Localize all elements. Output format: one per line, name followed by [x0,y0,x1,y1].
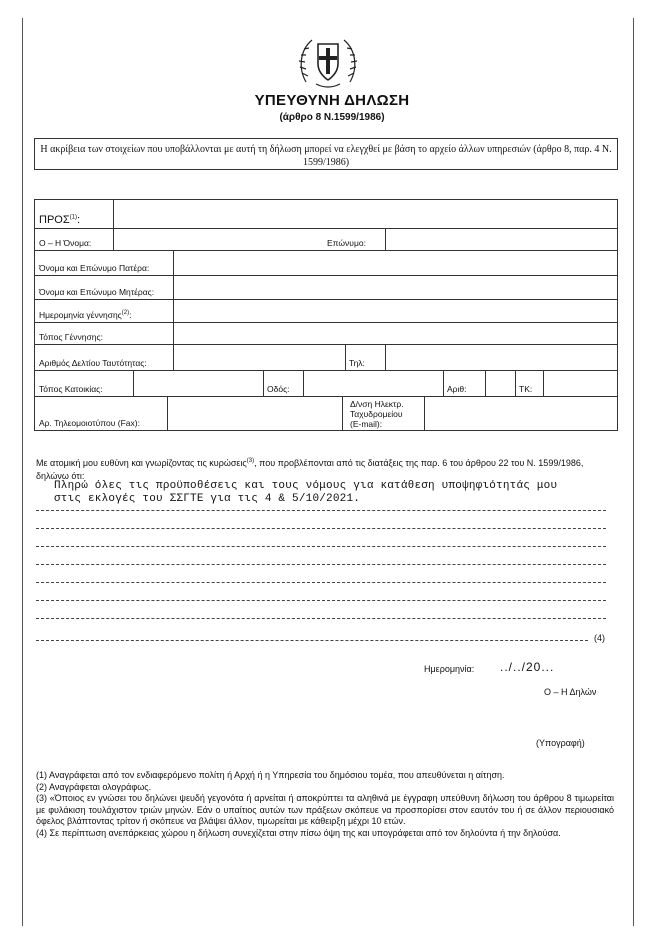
birthdate-label: Ημερομηνία γέννησης$^{(2)}$: [39,310,132,320]
date-label: Ημερομηνία: [424,664,475,674]
footnote-ref-4: (4) [594,633,605,643]
street-field[interactable] [303,371,443,396]
mother-label: Όνομα και Επώνυμο Μητέρας: [39,287,155,297]
zip-label: ΤΚ: [519,384,533,394]
footnote-2: (2) Αναγράφεται ολογράφως. [36,781,152,792]
signature-label: (Υπογραφή) [536,738,585,748]
form-row-birthplace [34,323,618,345]
email-field[interactable] [424,397,617,430]
residence-field[interactable] [133,371,263,396]
declarant-label: Ο – Η Δηλών [544,687,597,697]
statement-line [36,640,588,641]
footnote-3: (3) «Όποιος εν γνώσει του δηλώνει ψευδή γεγονότα ή αρνείται ή αποκρύπτει τα αληθινά με έγγραφη υπεύθυνη δήλωση του άρθρου 8 τιμωρείται με φυλάκιση τουλάχιστον τριών μηνών. Εάν ο υπαίτιος αυτών των πράξεων σκόπευε να προσπορίσει στον εαυτόν του ή σε άλλον περιουσιακό όφελος βλάπτοντας τρίτον ή σκόπευε να βλάψει άλλον, τιμωρείται με κάθειρξη μέχρι 10 ετών. [36,793,614,826]
name-label: Ο – Η Όνομα: [39,238,92,248]
form-row-father [34,251,618,276]
zip-field[interactable] [543,371,617,396]
mother-field[interactable] [173,276,617,299]
id-label: Αριθμός Δελτίου Ταυτότητας: [39,358,147,368]
surname-field[interactable] [385,229,617,250]
form-row-contact [34,397,618,431]
footnote-4: (4) Σε περίπτωση ανεπάρκειας χώρου η δήλωση συνεχίζεται στην πίσω όψη της και υπογράφεται από τον δηλούντα ή την δηλούσα. [36,827,561,838]
form-row-birthdate [34,300,618,323]
statement-line [36,582,606,583]
phone-label: Τηλ: [349,358,365,368]
declaration-intro: Με ατομική μου ευθύνη και γνωρίζοντας τις κυρώσεις$^{(3)}$, που προβλέπονται από τις διατάξεις της παρ. 6 του άρθρου 22 του Ν. 1599/1986, δηλώνω ότι: [36,458,584,481]
declaration-form [34,199,618,431]
id-field[interactable] [173,345,345,370]
fax-field[interactable] [167,397,342,430]
footnotes [36,770,614,839]
number-field[interactable] [485,371,515,396]
number-label: Αριθ: [447,384,467,394]
name-field[interactable] [113,229,323,250]
greek-coat-of-arms-icon [296,32,360,90]
father-label: Όνομα και Επώνυμο Πατέρα: [39,263,150,273]
form-row-address [34,371,618,397]
form-row-name [34,229,618,251]
statement-line [36,618,606,619]
form-row-mother [34,276,618,300]
declaration-statement: Πληρώ όλες τις προϋποθέσεις και τους νόμους για κατάθεση υποψηφιότητάς μου στις εκλογές του ΣΣΓΤΕ για τις 4 & 5/10/2021. [54,480,558,505]
document-title: ΥΠΕΥΘΥΝΗ ΔΗΛΩΣΗ [254,92,410,109]
accuracy-notice: Η ακρίβεια των στοιχείων που υποβάλλονται με αυτή τη δήλωση μπορεί να ελεγχθεί με βάση το αρχείο άλλων υπηρεσιών (άρθρο 8, παρ. 4 Ν. 1599/1986) [34,138,618,170]
residence-label: Τόπος Κατοικίας: [39,384,103,394]
statement-line [36,528,606,529]
form-row-recipient [34,199,618,229]
birthplace-field[interactable] [173,323,617,344]
form-row-id [34,345,618,371]
surname-label: Επώνυμο: [327,238,366,248]
date-field[interactable]: ../../20... [500,660,555,674]
recipient-label: ΠΡΟΣ$^{(1)}$: [39,214,81,226]
statement-line [36,510,606,511]
father-field[interactable] [173,251,617,275]
street-label: Οδός: [267,384,290,394]
statement-line [36,600,606,601]
statement-line [36,564,606,565]
document-subtitle: (άρθρο 8 Ν.1599/1986) [279,112,385,123]
recipient-field[interactable] [113,200,617,228]
footnote-1: (1) Αναγράφεται από τον ενδιαφερόμενο πολίτη ή Αρχή ή η Υπηρεσία του δημόσιου τομέα, που απευθύνεται η αίτηση. [36,770,505,780]
statement-line [36,546,606,547]
birthplace-label: Τόπος Γέννησης: [39,332,103,342]
phone-field[interactable] [385,345,617,370]
fax-label: Αρ. Τηλεομοιοτύπου (Fax): [39,418,140,428]
birthdate-field[interactable] [173,300,617,322]
email-label: Δ/νση Ηλεκτρ. Ταχυδρομείου (E-mail): [350,399,404,429]
